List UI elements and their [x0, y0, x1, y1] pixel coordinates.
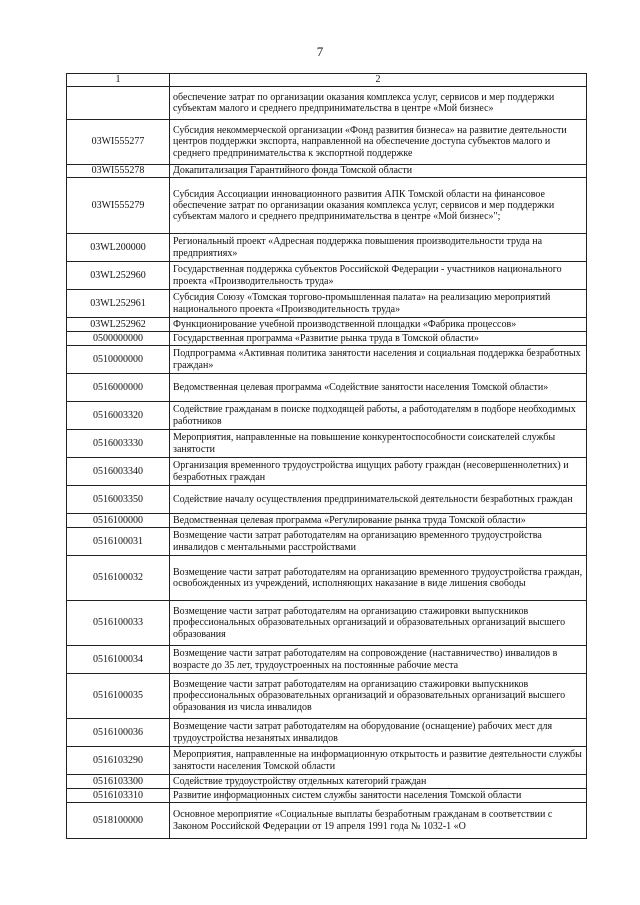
table-row — [67, 402, 587, 430]
row-description: Возмещение части затрат работодателям на организацию временного трудоустройства граждан, освобожденных из учреждений, исполняющих наказание в виде лишения свободы — [170, 556, 587, 601]
row-code: 0500000000 — [67, 332, 170, 346]
row-description: Содействие гражданам в поиске подходящей работы, а работодателям в подборе необходимых работников — [170, 402, 587, 430]
table-row — [67, 719, 587, 747]
row-description: Ведомственная целевая программа «Регулирование рынка труда Томской области» — [170, 514, 587, 528]
row-code: 0516003330 — [67, 430, 170, 458]
row-description: Субсидия некоммерческой организации «Фонд развития бизнеса» на развитие деятельности центров поддержки экспорта, направленной на обеспечение доступа субъектов малого и среднего предпринимательства к экспортной поддержке — [170, 120, 587, 165]
row-code: 03WL252961 — [67, 290, 170, 318]
table-row — [67, 775, 587, 789]
table-row — [67, 674, 587, 719]
row-code: 0516003350 — [67, 486, 170, 514]
table-row — [67, 346, 587, 374]
table-row — [67, 430, 587, 458]
row-description: Основное мероприятие «Социальные выплаты безработным гражданам в соответствии с Законом Российской Федерации от 19 апреля 1991 года № 1032-1 «О — [170, 803, 587, 839]
column-header-code: 1 — [67, 74, 170, 87]
row-description: Содействие началу осуществления предпринимательской деятельности безработных граждан — [170, 486, 587, 514]
table-row — [67, 318, 587, 332]
row-description: Подпрограмма «Активная политика занятости населения и социальная поддержка безработных граждан» — [170, 346, 587, 374]
row-description: Возмещение части затрат работодателям на организацию временного трудоустройства инвалидов с ментальными расстройствами — [170, 528, 587, 556]
table-row — [67, 486, 587, 514]
table-row — [67, 601, 587, 646]
table-row — [67, 234, 587, 262]
table-header-row — [67, 74, 587, 87]
row-description: Субсидия Ассоциации инновационного развития АПК Томской области на финансовое обеспечение затрат по организации оказания комплекса услуг, сервисов и мер поддержки субъектам малого и среднего предпринимательства в центре «Мой бизнес»"; — [170, 178, 587, 234]
table-row — [67, 87, 587, 120]
table-row — [67, 262, 587, 290]
row-code: 03WI555277 — [67, 120, 170, 165]
table-row — [67, 789, 587, 803]
row-description: Содействие трудоустройству отдельных категорий граждан — [170, 775, 587, 789]
row-code: 0518100000 — [67, 803, 170, 839]
table-row — [67, 556, 587, 601]
column-header-description: 2 — [170, 74, 587, 87]
row-description: Региональный проект «Адресная поддержка повышения производительности труда на предприятиях» — [170, 234, 587, 262]
row-description: Государственная программа «Развитие рынка труда в Томской области» — [170, 332, 587, 346]
budget-code-table — [66, 73, 587, 839]
table-row — [67, 747, 587, 775]
row-description: Функционирование учебной производственной площадки «Фабрика процессов» — [170, 318, 587, 332]
row-description: Государственная поддержка субъектов Российской Федерации - участников национального проекта «Производительность труда» — [170, 262, 587, 290]
row-description: Мероприятия, направленные на повышение конкурентоспособности соискателей службы занятости — [170, 430, 587, 458]
row-description: Возмещение части затрат работодателям на организацию стажировки выпускников профессиональных образовательных организаций и образовательных организаций высшего образования — [170, 601, 587, 646]
row-description: Возмещение части затрат работодателям на оборудование (оснащение) рабочих мест для трудоустройства незанятых инвалидов — [170, 719, 587, 747]
row-code: 0516103310 — [67, 789, 170, 803]
row-description: Возмещение части затрат работодателям на организацию стажировки выпускников профессиональных образовательных организаций и образовательных организаций высшего образования из числа инвалидов — [170, 674, 587, 719]
row-code: 0516100032 — [67, 556, 170, 601]
row-code: 0516103300 — [67, 775, 170, 789]
table-row — [67, 165, 587, 178]
table-row — [67, 178, 587, 234]
table-row — [67, 458, 587, 486]
row-code: 03WI555279 — [67, 178, 170, 234]
row-code: 03WL252962 — [67, 318, 170, 332]
table-row — [67, 514, 587, 528]
row-description: Ведомственная целевая программа «Содействие занятости населения Томской области» — [170, 374, 587, 402]
table-row — [67, 646, 587, 674]
row-code: 0516100035 — [67, 674, 170, 719]
row-code: 0516100033 — [67, 601, 170, 646]
row-description: Субсидия Союзу «Томская торгово-промышленная палата» на реализацию мероприятий национального проекта «Производительность труда» — [170, 290, 587, 318]
row-description: Мероприятия, направленные на информационную открытость и развитие деятельности службы занятости населения Томской области — [170, 747, 587, 775]
table-row — [67, 374, 587, 402]
row-code: 0516100036 — [67, 719, 170, 747]
row-code: 0516000000 — [67, 374, 170, 402]
row-code: 0516003320 — [67, 402, 170, 430]
row-code: 0516100000 — [67, 514, 170, 528]
table-row — [67, 332, 587, 346]
row-code: 0516100034 — [67, 646, 170, 674]
row-description: Возмещение части затрат работодателям на сопровождение (наставничество) инвалидов в возрасте до 35 лет, трудоустроенных на постоянные рабочие места — [170, 646, 587, 674]
row-description: Докапитализация Гарантийного фонда Томской области — [170, 165, 587, 178]
row-code: 03WI555278 — [67, 165, 170, 178]
table-row — [67, 803, 587, 839]
row-code: 0516003340 — [67, 458, 170, 486]
row-description: Организация временного трудоустройства ищущих работу граждан (несовершеннолетних) и безработных граждан — [170, 458, 587, 486]
row-description: Развитие информационных систем службы занятости населения Томской области — [170, 789, 587, 803]
table-row — [67, 528, 587, 556]
row-code: 0510000000 — [67, 346, 170, 374]
table-row — [67, 290, 587, 318]
row-description: обеспечение затрат по организации оказания комплекса услуг, сервисов и мер поддержки субъектам малого и среднего предпринимательства в центре «Мой бизнес» — [170, 87, 587, 120]
row-code: 0516100031 — [67, 528, 170, 556]
row-code: 03WL200000 — [67, 234, 170, 262]
row-code: 03WL252960 — [67, 262, 170, 290]
page-number: 7 — [316, 44, 324, 59]
row-code: 0516103290 — [67, 747, 170, 775]
row-code — [67, 87, 170, 120]
table-row — [67, 120, 587, 165]
